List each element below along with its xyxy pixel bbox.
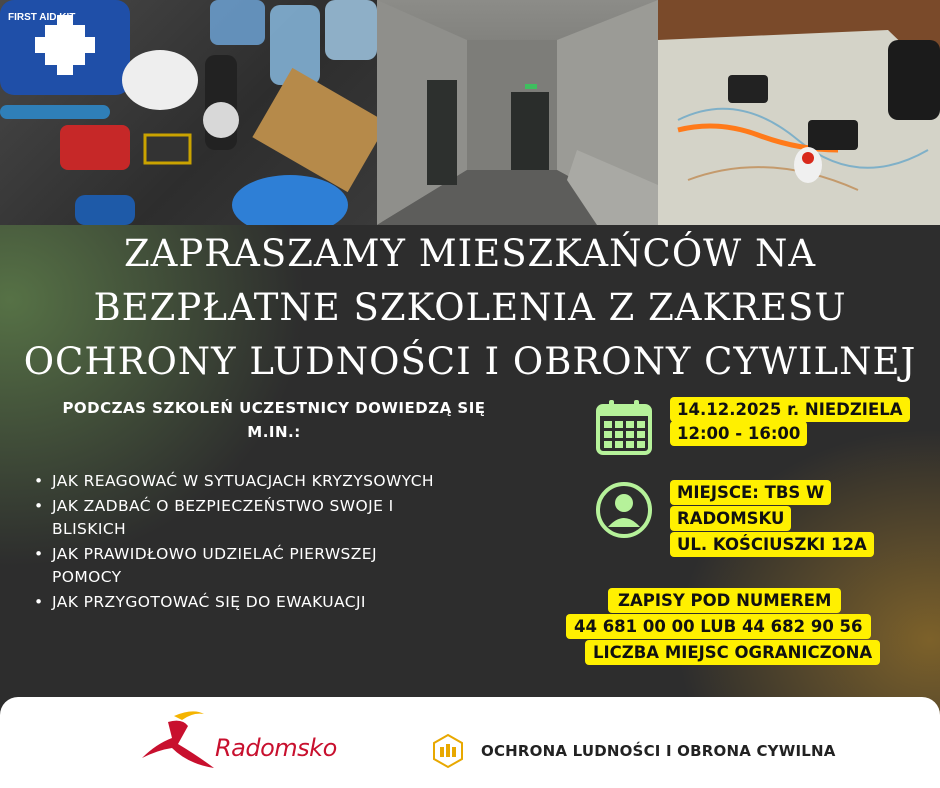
learn-list [30, 470, 530, 616]
date-highlight-line-2: 12:00 - 16:00 [670, 421, 807, 446]
corridor-illustration [377, 0, 658, 225]
radomsko-logo-mark [138, 708, 218, 778]
learn-list-item [30, 495, 530, 541]
signup-line-3: LICZBA MIEJSC OGRANICZONA [585, 640, 880, 665]
learn-item-text: • JAK PRZYGOTOWAĆ SIĘ DO EWAKUACJI [52, 593, 366, 611]
signup-line-1: ZAPISY POD NUMEREM [608, 588, 841, 613]
learn-heading [24, 396, 524, 444]
radomsko-logo-text: Radomsko [215, 734, 337, 762]
learn-item-text-cont: POMOCY [52, 568, 122, 586]
place-highlight-line-3: UL. KOŚCIUSZKI 12A [670, 532, 874, 557]
headline-line-1: ZAPRASZAMY MIESZKAŃCÓW NA [123, 232, 817, 275]
learn-item-text-cont: BLISKICH [52, 520, 127, 538]
first-aid-kit-label: FIRST AID KIT [8, 12, 76, 23]
headline-line-2: BEZPŁATNE SZKOLENIA Z ZAKRESU [93, 286, 847, 329]
learn-list-item [30, 543, 530, 589]
calendar-icon [595, 398, 653, 456]
place-highlight-line-2: RADOMSKU [670, 506, 791, 531]
photo-map-gear [658, 0, 940, 225]
learn-item-text: • JAK ZADBAĆ O BEZPIECZEŃSTWO SWOJE I [52, 497, 394, 515]
place-highlight-line-1: MIEJSCE: TBS W [670, 480, 831, 505]
emergency-kit-illustration [0, 0, 377, 225]
learn-heading-line-1: PODCZAS SZKOLEŃ UCZESTNICY DOWIEDZĄ SIĘ [62, 399, 486, 417]
learn-item-text: • JAK PRAWIDŁOWO UDZIELAĆ PIERWSZEJ [52, 545, 377, 563]
photo-emergency-kit [0, 0, 377, 225]
person-icon [595, 481, 653, 539]
headline-line-3: OCHRONY LUDNOŚCI I OBRONY CYWILNEJ [23, 340, 917, 383]
learn-list-item [30, 470, 530, 493]
learn-list-item [30, 591, 530, 614]
signup-phone-numbers: 44 681 00 00 LUB 44 682 90 56 [566, 614, 871, 639]
learn-heading-line-2: M.IN.: [247, 423, 301, 441]
photo-corridor [377, 0, 658, 225]
civil-defence-logo-icon [430, 733, 466, 769]
photo-strip [0, 0, 940, 225]
map-gear-illustration [658, 0, 940, 225]
civil-defence-label: OCHRONA LUDNOŚCI I OBRONA CYWILNA [481, 742, 836, 760]
learn-item-text: • JAK REAGOWAĆ W SYTUACJACH KRYZYSOWYCH [52, 472, 434, 490]
date-highlight-line-1: 14.12.2025 r. NIEDZIELA [670, 397, 910, 422]
